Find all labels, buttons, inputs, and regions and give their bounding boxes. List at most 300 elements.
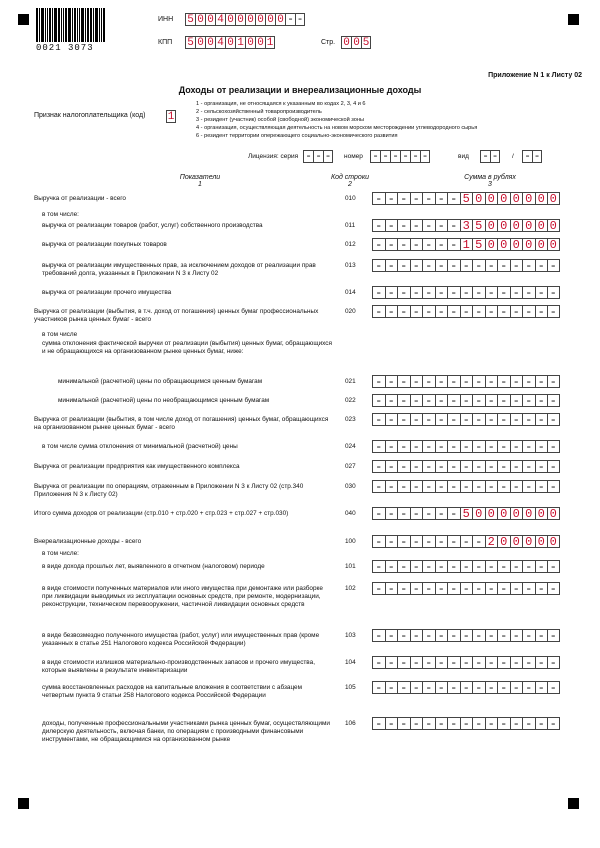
amount-cell: -: [522, 375, 535, 388]
amount-cell: -: [385, 286, 398, 299]
amount-cell: -: [472, 656, 485, 669]
amount-cell: -: [447, 375, 460, 388]
row-code: 100: [345, 538, 356, 545]
amount-cell: -: [472, 629, 485, 642]
amount-cell: -: [422, 507, 435, 520]
amount-cell: -: [435, 681, 448, 694]
amount-cell: -: [435, 717, 448, 730]
amount-cell: -: [460, 440, 473, 453]
row-amount-field[interactable]: [372, 582, 560, 595]
taxpayer-sign-option: 4 - организация, осуществляющая деятельность на новом морском месторождении углеводородного сырья: [196, 125, 478, 131]
amount-cell: -: [497, 413, 510, 426]
row-code: 012: [345, 241, 356, 248]
amount-cell: -: [435, 440, 448, 453]
amount-cell: -: [435, 560, 448, 573]
row-label: выручка от реализации прочего имущества: [42, 289, 172, 296]
row-label: Выручка от реализации (выбытия, в том числе доход от погашения) ценных бумаг, обращающихся на организованном рынке ценных бумаг - всего: [34, 416, 329, 431]
barcode-number: 0021 3073: [36, 43, 94, 53]
amount-cell: -: [535, 394, 548, 407]
amount-cell: -: [422, 717, 435, 730]
amount-cell: -: [372, 440, 385, 453]
barcode-bar: [36, 8, 38, 42]
amount-cell: -: [397, 480, 410, 493]
amount-cell: 0: [497, 535, 510, 548]
amount-cell: -: [410, 286, 423, 299]
amount-cell: 0: [535, 507, 548, 520]
amount-cell: -: [522, 560, 535, 573]
row-code: 101: [345, 563, 356, 570]
page-title: Доходы от реализации и внереализационные доходы: [178, 85, 422, 95]
barcode-bar: [85, 8, 86, 42]
amount-cell: -: [522, 440, 535, 453]
kpp-cell: 0: [195, 36, 205, 49]
inn-cell: 0: [275, 13, 285, 26]
taxpayer-sign-option: 6 - резидент территории опережающего социально-экономического развития: [196, 133, 398, 139]
amount-cell: -: [485, 259, 498, 272]
amount-cell: -: [397, 238, 410, 251]
amount-cell: -: [447, 480, 460, 493]
license-series-field[interactable]: [303, 150, 333, 163]
amount-cell: -: [460, 629, 473, 642]
corner-marker-bottom-left: [18, 798, 29, 809]
amount-cell: -: [522, 394, 535, 407]
amount-cell: -: [497, 305, 510, 318]
kpp-label: КПП: [158, 39, 173, 46]
amount-cell: -: [385, 507, 398, 520]
amount-cell: -: [372, 560, 385, 573]
amount-cell: -: [510, 560, 523, 573]
amount-cell: -: [535, 560, 548, 573]
inn-cell: 0: [235, 13, 245, 26]
amount-cell: -: [372, 259, 385, 272]
amount-cell: 0: [485, 238, 498, 251]
inn-cell: 0: [265, 13, 275, 26]
amount-cell: 0: [547, 535, 560, 548]
row-label: в виде стоимости полученных материалов или иного имущества при демонтаже или разборке при ликвидации выводимых из эксплуатации основных средств, при ремонте, модернизации, реконструкции, техническом перевооружении, частичной ликвидации основных средств: [42, 585, 323, 608]
barcode-bar: [52, 8, 53, 42]
row-amount-field[interactable]: [372, 394, 560, 407]
row-code: 030: [345, 483, 356, 490]
amount-cell: -: [547, 305, 560, 318]
amount-cell: -: [485, 440, 498, 453]
amount-cell: -: [497, 582, 510, 595]
amount-cell: -: [535, 413, 548, 426]
amount-cell: 5: [460, 192, 473, 205]
amount-cell: -: [372, 219, 385, 232]
amount-cell: -: [372, 460, 385, 473]
barcode-bar: [39, 8, 40, 42]
amount-cell: 0: [472, 192, 485, 205]
kpp-cell: 1: [235, 36, 245, 49]
taxpayer-sign-option: 1 - организация, не относящаяся к указанным во кодах 2, 3, 4 и 6: [196, 101, 366, 107]
amount-cell: -: [535, 681, 548, 694]
amount-cell: -: [397, 535, 410, 548]
amount-cell: 0: [547, 238, 560, 251]
row-amount-field[interactable]: [372, 480, 560, 493]
amount-cell: -: [485, 560, 498, 573]
license-series-cell: -: [303, 150, 313, 163]
row-label: в том числе:: [42, 550, 79, 557]
amount-cell: -: [497, 480, 510, 493]
license-kind-separator: /: [512, 153, 514, 160]
amount-cell: -: [372, 681, 385, 694]
license-kind-label: вид: [458, 153, 469, 160]
amount-cell: -: [472, 460, 485, 473]
amount-cell: -: [410, 219, 423, 232]
amount-cell: -: [435, 507, 448, 520]
amount-cell: -: [460, 286, 473, 299]
amount-cell: -: [547, 440, 560, 453]
barcode-bar: [87, 8, 89, 42]
amount-cell: -: [410, 394, 423, 407]
amount-cell: -: [522, 656, 535, 669]
amount-cell: -: [497, 629, 510, 642]
amount-cell: -: [522, 413, 535, 426]
amount-cell: -: [372, 480, 385, 493]
amount-cell: -: [522, 629, 535, 642]
amount-cell: -: [535, 440, 548, 453]
amount-cell: -: [547, 286, 560, 299]
kpp-cell: 4: [215, 36, 225, 49]
amount-cell: -: [510, 305, 523, 318]
taxpayer-sign-options: [196, 100, 477, 140]
row-code: 102: [345, 585, 356, 592]
row-label: Выручка от реализации предприятия как имущественного комплекса: [34, 463, 240, 470]
amount-cell: -: [510, 286, 523, 299]
amount-cell: -: [372, 238, 385, 251]
amount-cell: -: [547, 656, 560, 669]
license-series-cell: -: [313, 150, 323, 163]
page-number-cell: 0: [341, 36, 351, 49]
amount-cell: -: [447, 238, 460, 251]
amount-cell: -: [485, 375, 498, 388]
amount-cell: -: [385, 681, 398, 694]
amount-cell: -: [447, 440, 460, 453]
amount-cell: -: [485, 681, 498, 694]
license-number-cell: -: [380, 150, 390, 163]
amount-cell: -: [447, 560, 460, 573]
license-series-cell: -: [324, 150, 332, 163]
license-number-field[interactable]: [370, 150, 430, 163]
amount-cell: -: [435, 582, 448, 595]
kpp-cell: 0: [225, 36, 235, 49]
amount-cell: 0: [485, 219, 498, 232]
amount-cell: -: [410, 717, 423, 730]
row-amount-field[interactable]: [372, 717, 560, 730]
license-number-cell: -: [390, 150, 400, 163]
amount-cell: -: [485, 656, 498, 669]
amount-cell: -: [485, 394, 498, 407]
barcode: [36, 8, 118, 52]
amount-cell: 5: [472, 238, 485, 251]
amount-cell: -: [397, 440, 410, 453]
row-label: в том числе сумма отклонения от минимальной (расчетной) цены: [42, 443, 238, 450]
amount-cell: 0: [497, 192, 510, 205]
amount-cell: -: [497, 656, 510, 669]
amount-cell: -: [422, 560, 435, 573]
row-code: 040: [345, 510, 356, 517]
row-amount-field[interactable]: [372, 440, 560, 453]
amount-cell: -: [435, 219, 448, 232]
amount-cell: -: [472, 286, 485, 299]
amount-cell: -: [547, 394, 560, 407]
amount-cell: -: [547, 560, 560, 573]
row-label: Выручка от реализации - всего: [34, 195, 126, 202]
kpp-cell: 5: [185, 36, 195, 49]
barcode-bar: [58, 8, 60, 42]
amount-cell: -: [385, 629, 398, 642]
amount-cell: -: [422, 656, 435, 669]
amount-cell: -: [472, 582, 485, 595]
amount-cell: -: [460, 717, 473, 730]
amount-cell: -: [410, 440, 423, 453]
row-label: сумма отклонения фактической выручки от реализации (выбытия) ценных бумаг, обращающихся и не обращающихся на организованном рынке ценных бумаг, ниже:: [42, 340, 332, 355]
amount-cell: -: [385, 375, 398, 388]
row-amount-field[interactable]: [372, 192, 560, 205]
row-amount-field[interactable]: [372, 560, 560, 573]
amount-cell: -: [447, 259, 460, 272]
amount-cell: -: [547, 413, 560, 426]
amount-cell: -: [422, 219, 435, 232]
license-kind-field-2[interactable]: [522, 150, 542, 163]
kpp-cell: 0: [205, 36, 215, 49]
amount-cell: -: [372, 656, 385, 669]
amount-cell: -: [472, 480, 485, 493]
taxpayer-sign-field[interactable]: 1: [167, 110, 175, 123]
amount-cell: -: [547, 259, 560, 272]
row-label: в том числе:: [42, 211, 79, 218]
page-number-cell: 5: [362, 36, 370, 49]
amount-cell: -: [385, 440, 398, 453]
amount-cell: -: [460, 394, 473, 407]
row-code: 010: [345, 195, 356, 202]
amount-cell: -: [460, 460, 473, 473]
amount-cell: -: [372, 582, 385, 595]
amount-cell: -: [460, 259, 473, 272]
amount-cell: -: [547, 480, 560, 493]
amount-cell: -: [535, 480, 548, 493]
amount-cell: -: [497, 440, 510, 453]
amount-cell: 0: [510, 219, 523, 232]
row-amount-field[interactable]: [372, 413, 560, 426]
amount-cell: -: [522, 305, 535, 318]
amount-cell: -: [385, 656, 398, 669]
amount-cell: -: [435, 286, 448, 299]
amount-cell: 5: [460, 507, 473, 520]
amount-cell: 1: [460, 238, 473, 251]
amount-cell: -: [422, 629, 435, 642]
amount-cell: -: [510, 717, 523, 730]
amount-cell: 0: [547, 192, 560, 205]
amount-cell: -: [447, 717, 460, 730]
appendix-label: Приложение N 1 к Листу 02: [488, 72, 582, 79]
amount-cell: -: [422, 192, 435, 205]
amount-cell: -: [410, 375, 423, 388]
amount-cell: -: [472, 394, 485, 407]
amount-cell: -: [397, 460, 410, 473]
amount-cell: -: [435, 238, 448, 251]
amount-cell: -: [485, 460, 498, 473]
amount-cell: -: [460, 560, 473, 573]
amount-cell: -: [397, 560, 410, 573]
row-amount-field[interactable]: [372, 219, 560, 232]
amount-cell: -: [510, 460, 523, 473]
license-kind-cell: -: [480, 150, 490, 163]
amount-cell: -: [422, 460, 435, 473]
license-series-label: Лицензия: серия: [248, 153, 299, 160]
amount-cell: -: [547, 629, 560, 642]
row-amount-field[interactable]: [372, 507, 560, 520]
corner-marker-bottom-right: [568, 798, 579, 809]
amount-cell: 0: [547, 507, 560, 520]
amount-cell: 0: [510, 238, 523, 251]
amount-cell: -: [522, 259, 535, 272]
amount-cell: -: [547, 460, 560, 473]
amount-cell: -: [497, 717, 510, 730]
amount-cell: -: [372, 507, 385, 520]
row-amount-field[interactable]: [372, 535, 560, 548]
row-amount-field[interactable]: [372, 656, 560, 669]
row-code: 023: [345, 416, 356, 423]
row-code: 103: [345, 632, 356, 639]
amount-cell: -: [372, 192, 385, 205]
barcode-bar: [93, 8, 94, 42]
amount-cell: -: [535, 656, 548, 669]
amount-cell: -: [385, 460, 398, 473]
amount-cell: 0: [535, 192, 548, 205]
amount-cell: -: [410, 507, 423, 520]
inn-label: ИНН: [158, 16, 174, 23]
amount-cell: -: [447, 681, 460, 694]
amount-cell: -: [372, 413, 385, 426]
page-number-field[interactable]: [341, 36, 371, 49]
amount-cell: 0: [485, 192, 498, 205]
amount-cell: -: [397, 394, 410, 407]
amount-cell: -: [397, 629, 410, 642]
amount-cell: -: [472, 681, 485, 694]
amount-cell: -: [410, 305, 423, 318]
amount-cell: -: [435, 413, 448, 426]
amount-cell: -: [435, 259, 448, 272]
amount-cell: -: [372, 305, 385, 318]
amount-cell: -: [422, 305, 435, 318]
amount-cell: -: [372, 717, 385, 730]
amount-cell: -: [385, 394, 398, 407]
row-code: 022: [345, 397, 356, 404]
amount-cell: -: [485, 305, 498, 318]
amount-cell: -: [510, 656, 523, 669]
row-amount-field[interactable]: [372, 681, 560, 694]
amount-cell: -: [410, 535, 423, 548]
amount-cell: -: [410, 460, 423, 473]
row-amount-field[interactable]: [372, 286, 560, 299]
row-label: Итого сумма доходов от реализации (стр.010 + стр.020 + стр.023 + стр.027 + стр.030): [34, 510, 289, 517]
license-kind-field-1[interactable]: [480, 150, 500, 163]
amount-cell: -: [397, 681, 410, 694]
row-label: Выручка от реализации (выбытия, в т.ч. доход от погашения) ценных бумаг профессиональных участников рынка ценных бумаг - всего: [34, 308, 319, 323]
amount-cell: 5: [472, 219, 485, 232]
inn-cell: -: [285, 13, 295, 26]
inn-cell: 0: [205, 13, 215, 26]
amount-cell: -: [435, 656, 448, 669]
amount-cell: -: [410, 656, 423, 669]
amount-cell: -: [422, 413, 435, 426]
amount-cell: 0: [510, 192, 523, 205]
license-number-cell: -: [421, 150, 429, 163]
row-amount-field[interactable]: [372, 460, 560, 473]
amount-cell: -: [410, 681, 423, 694]
row-code: 020: [345, 308, 356, 315]
amount-cell: 0: [522, 192, 535, 205]
amount-cell: -: [397, 192, 410, 205]
barcode-bar: [54, 8, 57, 42]
row-code: 011: [345, 222, 356, 229]
amount-cell: -: [510, 394, 523, 407]
amount-cell: -: [410, 238, 423, 251]
amount-cell: -: [497, 460, 510, 473]
amount-cell: -: [447, 413, 460, 426]
amount-cell: 0: [522, 535, 535, 548]
amount-cell: -: [372, 629, 385, 642]
amount-cell: -: [510, 375, 523, 388]
barcode-bar: [79, 8, 80, 42]
amount-cell: -: [447, 535, 460, 548]
amount-cell: -: [510, 480, 523, 493]
amount-cell: 2: [485, 535, 498, 548]
amount-cell: -: [447, 286, 460, 299]
amount-cell: -: [447, 582, 460, 595]
amount-cell: 0: [472, 507, 485, 520]
amount-cell: -: [422, 681, 435, 694]
amount-cell: 0: [535, 535, 548, 548]
row-label: в виде безвозмездно полученного имущества (работ, услуг) или имущественных прав (кроме указанных в статье 251 Налогового кодекса Российской Федерации): [42, 632, 320, 647]
amount-cell: -: [535, 375, 548, 388]
row-amount-field[interactable]: [372, 629, 560, 642]
kpp-field[interactable]: [185, 36, 275, 49]
row-label: минимальной (расчетной) цены по необращающимся ценным бумагам: [58, 397, 270, 404]
amount-cell: -: [422, 480, 435, 493]
amount-cell: -: [385, 717, 398, 730]
row-amount-field[interactable]: [372, 259, 560, 272]
amount-cell: -: [397, 582, 410, 595]
amount-cell: 0: [497, 219, 510, 232]
amount-cell: -: [535, 305, 548, 318]
amount-cell: -: [447, 192, 460, 205]
row-amount-field[interactable]: [372, 238, 560, 251]
inn-cell: 5: [185, 13, 195, 26]
row-label: в том числе: [42, 331, 78, 338]
amount-cell: -: [447, 305, 460, 318]
row-amount-field[interactable]: [372, 375, 560, 388]
amount-cell: -: [435, 480, 448, 493]
row-label: Выручка от реализации по операциям, отраженным в Приложении N 3 к Листу 02 (стр.340 Приложения N 3 к Листу 02): [34, 483, 304, 498]
amount-cell: -: [535, 460, 548, 473]
inn-cell: 0: [245, 13, 255, 26]
license-number-cell: -: [370, 150, 380, 163]
amount-cell: 0: [522, 238, 535, 251]
amount-cell: 0: [497, 238, 510, 251]
amount-cell: 0: [522, 219, 535, 232]
amount-cell: -: [385, 582, 398, 595]
amount-cell: 0: [535, 219, 548, 232]
amount-cell: -: [485, 413, 498, 426]
amount-cell: -: [485, 629, 498, 642]
row-amount-field[interactable]: [372, 305, 560, 318]
row-code: 014: [345, 289, 356, 296]
amount-cell: -: [485, 582, 498, 595]
inn-field[interactable]: [185, 13, 305, 26]
barcode-bar: [90, 8, 92, 42]
